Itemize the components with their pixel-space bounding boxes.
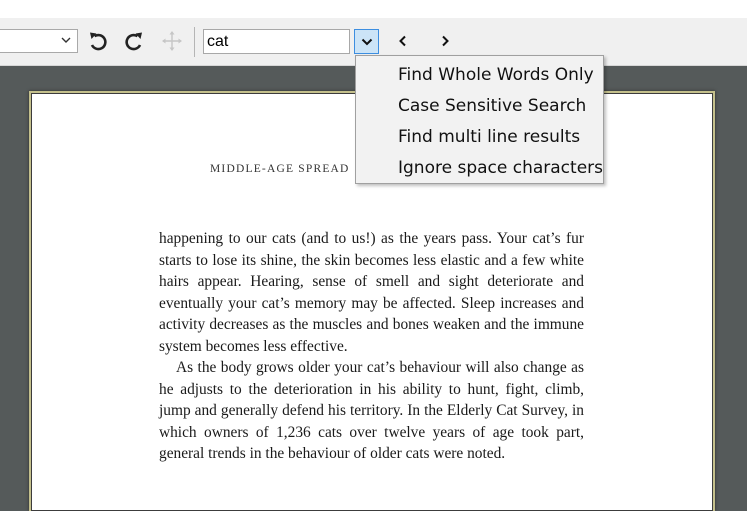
top-strip <box>0 0 747 18</box>
toolbar-separator <box>194 27 195 57</box>
redo-icon <box>123 30 145 52</box>
running-head: MIDDLE-AGE SPREAD <box>210 163 350 175</box>
previous-result-button[interactable] <box>392 30 414 52</box>
redo-button[interactable] <box>121 28 147 54</box>
paragraph: happening to our cats (and to us!) as the years pass. Your cat’s fur starts to lose its shine, the skin becomes less elastic and a few white hairs appear. Hearing, sense of smell and sight deteriorate and eventually your cat’s memory may be affected. Sleep increases and activity decreases as the muscles and bones weaken and the immune system becomes less effective. <box>159 230 584 355</box>
menu-item-ignore-space[interactable]: Ignore space characters <box>398 158 603 178</box>
move-button[interactable] <box>159 28 185 54</box>
search-input[interactable] <box>203 29 350 54</box>
next-result-button[interactable] <box>434 30 456 52</box>
chevron-down-icon <box>59 33 73 47</box>
chevron-down-icon <box>360 35 374 49</box>
menu-item-case-sensitive[interactable]: Case Sensitive Search <box>398 96 587 116</box>
search-options-menu <box>355 55 604 184</box>
body-text <box>159 228 584 465</box>
move-icon <box>161 30 183 52</box>
chevron-right-icon <box>438 34 452 48</box>
undo-icon <box>87 30 109 52</box>
search-options-button[interactable] <box>354 29 379 54</box>
paragraph: As the body grows older your cat’s behaviour will also change as he adjusts to the deterioration in his ability to hunt, fight, climb, jump and generally defend his territory. In the Elderly Cat Survey, in which owners of 1,236 cats over twelve years of age took part, general trends in the behaviour of older cats were noted. <box>159 359 584 462</box>
undo-button[interactable] <box>85 28 111 54</box>
menu-item-find-whole-words[interactable]: Find Whole Words Only <box>398 65 594 85</box>
chevron-left-icon <box>396 34 410 48</box>
zoom-select[interactable] <box>0 29 78 53</box>
menu-item-multi-line[interactable]: Find multi line results <box>398 127 581 147</box>
